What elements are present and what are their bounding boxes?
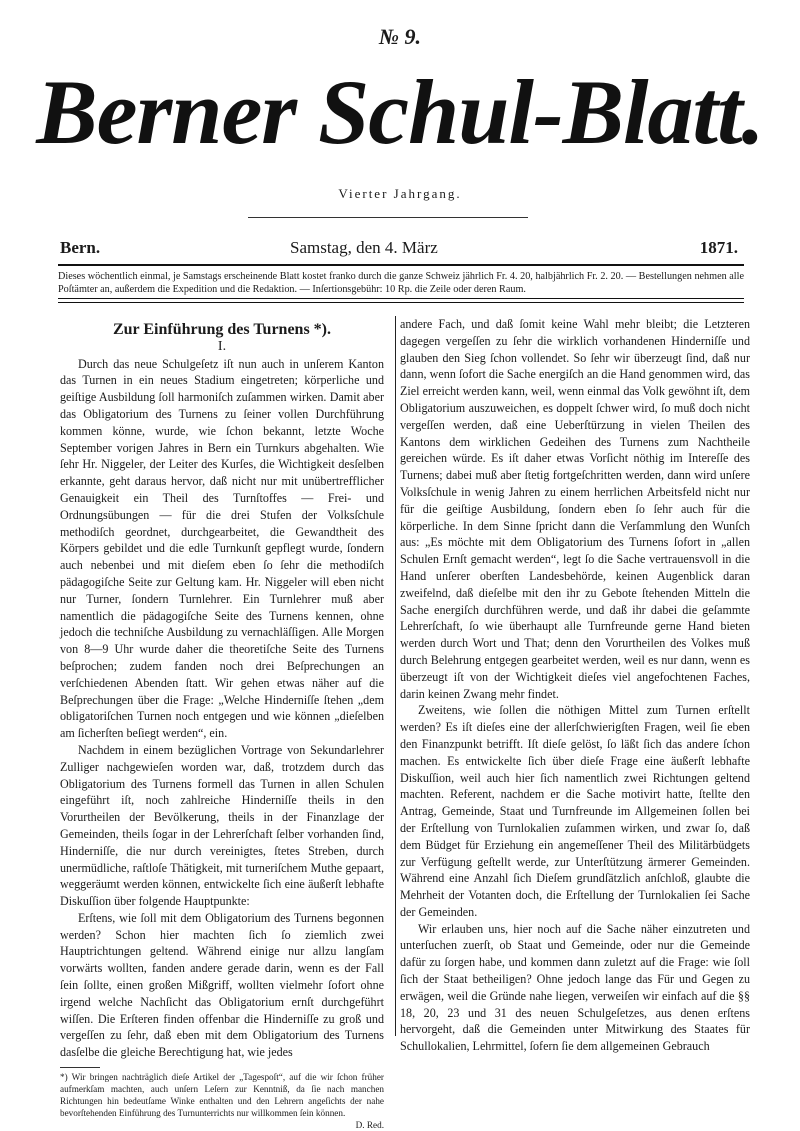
column-divider: [395, 316, 396, 1036]
dateline: [60, 238, 738, 260]
footnote-signature: D. Red.: [355, 1120, 384, 1131]
issue-date: Samstag, den 4. März: [290, 238, 438, 257]
issue-number: № 9.: [378, 24, 422, 49]
header-rule-bottom: [58, 298, 744, 299]
paragraph: Erſtens, wie ſoll mit dem Obligatorium des Turnens begonnen werden? Schon hier machten ſich ſo ziemlich zwei Hauptrichtungen geltend. Während einige nur allzu langſam vorwärts wollten, fanden andere gerade darin, wenn es der Fall ſein ſollte, einen großen Mißgriff, wollten vielmehr ſofort ohne irgend welche Nachſicht das Obligatorium ernſt durchgeführt wiſſen. Die Erſteren finden offenbar die Hinderniſſe zu groß und vergeſſen zu ſehr, daß eben mit dem Obligatorium des Turnens dasſelbe die gleiche Berechtigung hat, wie jedes: [60, 910, 384, 1060]
volume-line: Vierter Jahrgang.: [338, 186, 462, 201]
header-rule-double: [58, 302, 744, 303]
footnote: [60, 1071, 384, 1131]
footnote-text: *) Wir bringen nachträglich dieſe Artikel der „Tagespoſt“, auf die wir ſchon früher aufmerkſam machten, auch unſern Leſern zur Kenntniß, da ſie nach manchen Richtungen hin bedeutſame Winke enthalten und den Lehrern angeſichts der nahe bevorſtehenden Einführung des Turnunterrichts nur willkommen ſein können.: [60, 1072, 384, 1119]
right-column: [400, 316, 750, 1055]
city: Bern.: [60, 238, 101, 257]
left-column: [60, 322, 384, 1131]
subscription-notice: Dieses wöchentlich einmal, je Samstags erscheinende Blatt kostet franko durch die ganze Schweiz jährlich Fr. 4. 20, halbjährlich Fr. 2. 20. — Bestellungen nehmen alle Poſtämter an, außerdem die Expedition und die Redaktion. — Inſertionsgebühr: 10 Rp. die Zeile oder deren Raum.: [58, 271, 744, 295]
paragraph: Zweitens, wie ſollen die nöthigen Mittel zum Turnen erſtellt werden? Es iſt dieſes eine der allerſchwierigſten Fragen, weil ſie eben den Finanzpunkt betrifft. Iſt dieſe gelöst, ſo läßt ſich das andere ſchon machen. Es entwickelte ſich über dieſe Frage eine äußerſt lebhafte Diskuſſion, weil auch hier ſich namentlich zwei Richtungen geltend machten. Referent, nachdem er die Sache motivirt hatte, ſtellte den Antrag, Gemeinde, Staat und Turnfreunde im Allgemeinen ſollen bei der Erſtellung von Turnlokalien zuſammen wirken, und zwar ſo, daß dem Büdget für Erziehung ein angemeſſener Theil des Militärbüdgets zur Verfügung geſtellt werde, zur Unterſtützung ärmerer Gemeinden. Während eine Anzahl ſich Dieſem grundſätzlich anſchloß, glaubte die Mehrheit der Votanten doch, die Erſtellung der Turnlokalien ſei Sache der Gemeinden.: [400, 703, 750, 919]
masthead-divider: [248, 217, 528, 218]
masthead-title: Berner Schul-Blatt.: [36, 61, 764, 163]
paragraph: Wir erlauben uns, hier noch auf die Sache näher einzutreten und unterſuchen zuerſt, ob Staat und Gemeinde, oder nur die Gemeinde dafür zu ſorgen habe, und kommen dann zuletzt auf die Frage: wie ſoll ſich der Staat betheiligen? Ohne jedoch lange das Für und Gegen zu erwägen, weil die Gründe nahe liegen, verweiſen wir einfach auf die §§ 18, 20, 23 und 31 des neuen Schulgeſetzes, aus denen erſtens hervorgeht, daß die Gemeinden unter Mitwirkung des Staates für Schullokalien, Lehrmittel, ſofern ſie dem allgemeinen Gebrauch: [400, 921, 750, 1054]
paragraph: Durch das neue Schulgeſetz iſt nun auch in unſerem Kanton das Turnen in ein neues Stadium eingetreten; körperliche und geiſtige Ausbildung ſoll harmoniſch zuſammen wirken. Damit aber das Obligatorium des Turnens zu ſeiner vollen Durchführung kommen könne, wurde, wie ſchon bekannt, letzte Woche September vorigen Jahres in Bern ein Turnkurs abgehalten. Wie ſehr Hr. Niggeler, der Leiter des Kurſes, die Wichtigkeit desſelben erkannte, geht daraus hervor, daß nicht nur mit unübertrefflicher Genauigkeit ein Theil des Turnſtoffes — Frei- und Ordnungsübungen — für die drei Stufen der Volksſchule methodiſch geordnet, durchgearbeitet, die Gewandtheit des Körpers gebildet und die edle Turnkunſt gepflegt wurde, ſondern auch nebenbei und mit dieſem eben ſo ſehr die methodiſch pädagogiſche Seite zur Geltung kam. Hr. Niggeler will eben nicht nur Turner, ſondern Turnlehrer. Ein Turnlehrer muß aber namentlich die pädagogiſche Seite des Turnens kennen, ohne jedoch die techniſche Ausbildung zu vernachläſſigen. Alle Morgen von 8—9 Uhr wurde daher die theoretiſche Seite des Turnens beſprochen; zudem fanden noch drei Beſprechungen an verſchiedenen Abenden ſtatt. Wir gehen etwas näher auf die Beſprechungen über die Frage: „Welche Hinderniſſe ſtehen „dem obligatoriſchen Turnen noch entgegen und wie können „dieſelben am ſicherſten beſiegt werden“, ein.: [60, 356, 384, 741]
section-number: I.: [217, 338, 227, 354]
header-rule-top: [58, 264, 744, 266]
issue-year: 1871.: [699, 238, 738, 257]
paragraph: Nachdem in einem bezüglichen Vortrage von Sekundarlehrer Zulliger nachgewieſen worden war, daß, trotzdem durch das Obligatorium des Turnens formell das Turnen in allen Schulen eingeführt iſt, noch zahlreiche Hinderniſſe theils in den Vorurtheilen der Bevölkerung, theils in der Finanzlage der Gemeinden, theils ſogar in der Lehrerſchaft ſelber vorhanden ſind, Hinderniſſe, die nur durch vereinigtes, ſtetes Streben, durch unermüdliche, raſtloſe Thätigkeit, mit turneriſchem Muthe gepaart, weggeräumt werden können, entwickelte ſich eine äußerſt lebhafte Diskuſſion über folgende Hauptpunkte:: [60, 742, 384, 909]
paragraph: andere Fach, und daß ſomit keine Wahl mehr bleibt; die Letzteren dagegen vergeſſen zu ſehr die wirklich vorhandenen Hinderniſſe und glauben den Sieg ſchon vollendet. So ſehr wir überzeugt ſind, daß nur dann, wenn ſofort die Sache energiſch an die Hand genommen wird, das Ziel erreicht werden kann, weil, wenn einmal das Volk gewöhnt iſt, dem Obligatorium auszuweichen, es doppelt ſchwer wird, ſo muß doch nicht vergeſſen werden, daß eine Ueberſtürzung in vielen Theilen des Kantons dem wirklichen Gedeihen des Turnens zum Nachtheile gereichen würde. Es iſt daher etwas Vorſicht nöthig im Intereſſe des Turnens; dabei muß aber ſtetig fortgeſchritten werden, dann wird unſere Volksſchule in wenig Jahren zu einem herrlichen Arbeitsfeld nicht nur für die geiſtige Ausbildung, ſondern eben ſo ſehr auch für die körperliche. In dem Sinne ſpricht dann die Verſammlung den Wunſch aus: „Es möchte mit dem Obligatorium des Turnens ſofort in „allen Schulen Ernſt gemacht werden“, legt ſo die Sache vertrauensvoll in die Hand unſerer oberſten Landesbehörde, keinen Augenblick daran zweifelnd, daß dieſelbe mit den ihr zu Gebote ſtehenden Mitteln die Sache energiſch durchführen werde, und daß ihr dabei die geſammte Lehrerſchaft, ſo wie überhaupt alle Turnfreunde gerne Hand bieten werden durch Wort und That; denn den Vorurtheilen des Volkes muß durch Belehrung entgegen gearbeitet werden, weil es nur dann, wenn es überzeugt iſt von der Wichtigkeit dieſes viel angefochtenen Faches, darin keinen Zwang mehr findet.: [400, 317, 750, 701]
article-title: Zur Einführung des Turnens *).: [112, 321, 331, 338]
footnote-rule: [60, 1067, 100, 1068]
